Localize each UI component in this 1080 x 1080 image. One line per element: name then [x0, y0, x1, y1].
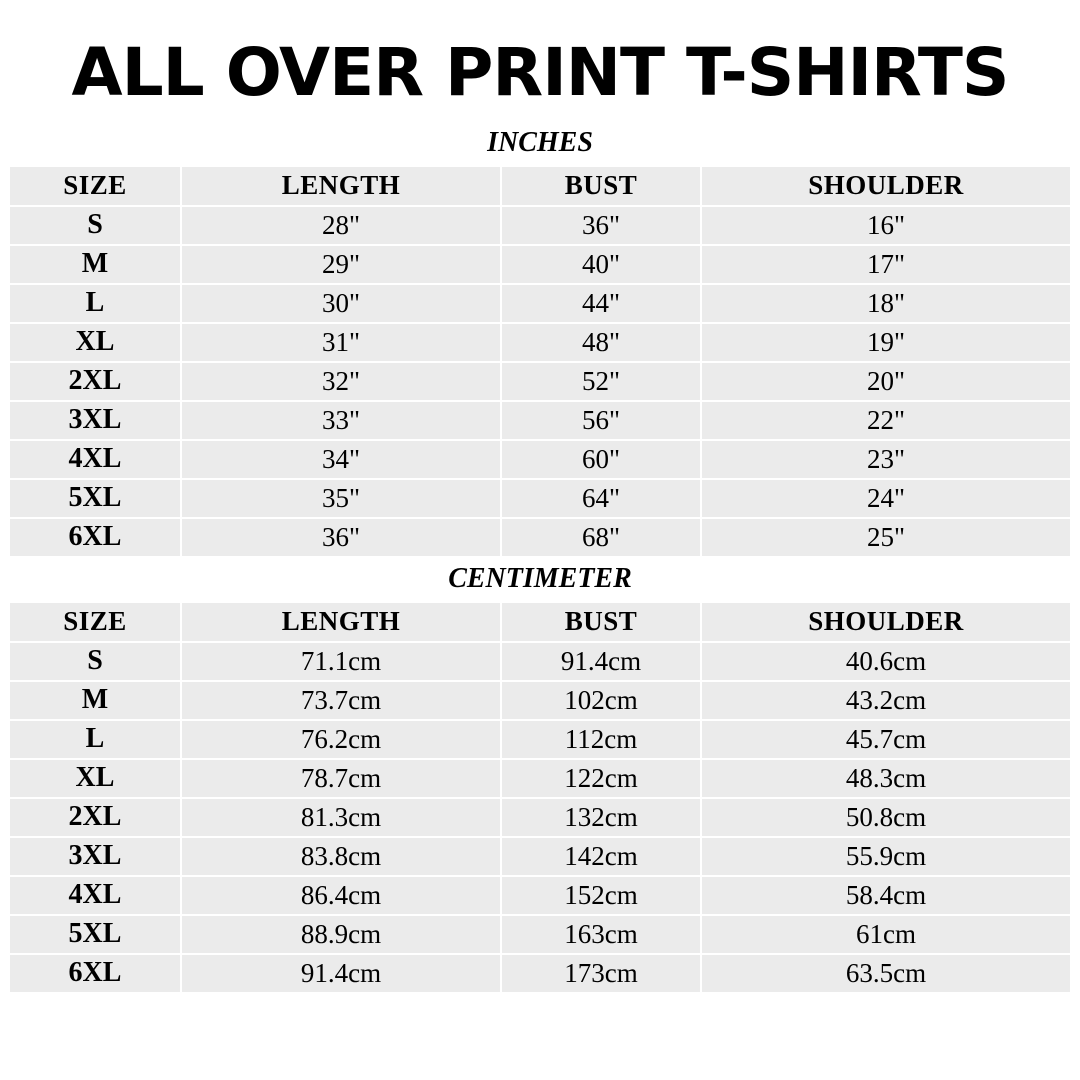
cell-bust: 163cm — [501, 915, 701, 954]
cell-length: 76.2cm — [181, 720, 501, 759]
cell-shoulder: 18" — [701, 284, 1071, 323]
cell-shoulder: 55.9cm — [701, 837, 1071, 876]
cell-shoulder: 23" — [701, 440, 1071, 479]
cell-length: 31" — [181, 323, 501, 362]
cell-size: 5XL — [9, 479, 181, 518]
cell-size: 2XL — [9, 362, 181, 401]
cell-size: S — [9, 206, 181, 245]
cell-size: S — [9, 642, 181, 681]
cell-shoulder: 61cm — [701, 915, 1071, 954]
page-title: ALL OVER PRINT T-SHIRTS — [71, 34, 1009, 111]
cell-length: 78.7cm — [181, 759, 501, 798]
cell-size: L — [9, 284, 181, 323]
column-header-length: LENGTH — [181, 602, 501, 642]
cell-length: 81.3cm — [181, 798, 501, 837]
cell-bust: 40" — [501, 245, 701, 284]
cell-shoulder: 58.4cm — [701, 876, 1071, 915]
cell-size: M — [9, 681, 181, 720]
cell-shoulder: 25" — [701, 518, 1071, 557]
table-row — [9, 915, 1071, 954]
cell-shoulder: 17" — [701, 245, 1071, 284]
cell-size: 3XL — [9, 401, 181, 440]
cell-length: 83.8cm — [181, 837, 501, 876]
table-row — [9, 837, 1071, 876]
cell-bust: 56" — [501, 401, 701, 440]
cell-length: 71.1cm — [181, 642, 501, 681]
cell-length: 29" — [181, 245, 501, 284]
cell-shoulder: 43.2cm — [701, 681, 1071, 720]
table-row — [9, 876, 1071, 915]
table-row — [9, 518, 1071, 557]
cell-size: 6XL — [9, 954, 181, 993]
cell-bust: 132cm — [501, 798, 701, 837]
cell-bust: 36" — [501, 206, 701, 245]
cell-length: 33" — [181, 401, 501, 440]
cell-bust: 64" — [501, 479, 701, 518]
cell-shoulder: 16" — [701, 206, 1071, 245]
column-header-length: LENGTH — [181, 166, 501, 206]
table-header-row — [9, 166, 1071, 206]
cell-bust: 102cm — [501, 681, 701, 720]
column-header-size: SIZE — [9, 166, 181, 206]
column-header-bust: BUST — [501, 166, 701, 206]
cell-bust: 48" — [501, 323, 701, 362]
cell-length: 88.9cm — [181, 915, 501, 954]
cell-shoulder: 48.3cm — [701, 759, 1071, 798]
cell-length: 73.7cm — [181, 681, 501, 720]
table-row — [9, 642, 1071, 681]
centimeter-table-wrap — [0, 601, 1080, 994]
table-header-row — [9, 602, 1071, 642]
cell-length: 86.4cm — [181, 876, 501, 915]
cell-bust: 152cm — [501, 876, 701, 915]
cell-size: 4XL — [9, 876, 181, 915]
table-row — [9, 284, 1071, 323]
cell-bust: 112cm — [501, 720, 701, 759]
unit-label-inches: INCHES — [487, 127, 593, 158]
table-row — [9, 479, 1071, 518]
cell-shoulder: 63.5cm — [701, 954, 1071, 993]
column-header-shoulder: SHOULDER — [701, 166, 1071, 206]
table-row — [9, 759, 1071, 798]
table-row — [9, 440, 1071, 479]
table-row — [9, 401, 1071, 440]
table-row — [9, 245, 1071, 284]
cell-shoulder: 20" — [701, 362, 1071, 401]
cell-length: 35" — [181, 479, 501, 518]
cell-bust: 52" — [501, 362, 701, 401]
cell-size: 2XL — [9, 798, 181, 837]
cell-shoulder: 50.8cm — [701, 798, 1071, 837]
table-row — [9, 720, 1071, 759]
cell-bust: 142cm — [501, 837, 701, 876]
column-header-size: SIZE — [9, 602, 181, 642]
cell-size: 6XL — [9, 518, 181, 557]
inches-size-table — [8, 165, 1072, 558]
cell-shoulder: 19" — [701, 323, 1071, 362]
table-row — [9, 362, 1071, 401]
cell-length: 91.4cm — [181, 954, 501, 993]
cell-length: 32" — [181, 362, 501, 401]
cell-size: 4XL — [9, 440, 181, 479]
cell-size: 5XL — [9, 915, 181, 954]
cell-shoulder: 24" — [701, 479, 1071, 518]
cell-length: 34" — [181, 440, 501, 479]
inches-table-wrap — [0, 165, 1080, 558]
cell-shoulder: 22" — [701, 401, 1071, 440]
cell-shoulder: 45.7cm — [701, 720, 1071, 759]
table-row — [9, 323, 1071, 362]
cell-length: 36" — [181, 518, 501, 557]
table-row — [9, 206, 1071, 245]
unit-label-centimeter: CENTIMETER — [448, 562, 632, 594]
cell-bust: 173cm — [501, 954, 701, 993]
cell-shoulder: 40.6cm — [701, 642, 1071, 681]
cell-size: 3XL — [9, 837, 181, 876]
cell-bust: 60" — [501, 440, 701, 479]
column-header-shoulder: SHOULDER — [701, 602, 1071, 642]
table-row — [9, 798, 1071, 837]
table-row — [9, 954, 1071, 993]
cell-bust: 91.4cm — [501, 642, 701, 681]
cell-size: XL — [9, 323, 181, 362]
cell-length: 28" — [181, 206, 501, 245]
cell-size: M — [9, 245, 181, 284]
column-header-bust: BUST — [501, 602, 701, 642]
cell-size: XL — [9, 759, 181, 798]
cell-bust: 122cm — [501, 759, 701, 798]
cell-size: L — [9, 720, 181, 759]
cell-length: 30" — [181, 284, 501, 323]
cell-bust: 68" — [501, 518, 701, 557]
cell-bust: 44" — [501, 284, 701, 323]
centimeter-size-table — [8, 601, 1072, 994]
table-row — [9, 681, 1071, 720]
